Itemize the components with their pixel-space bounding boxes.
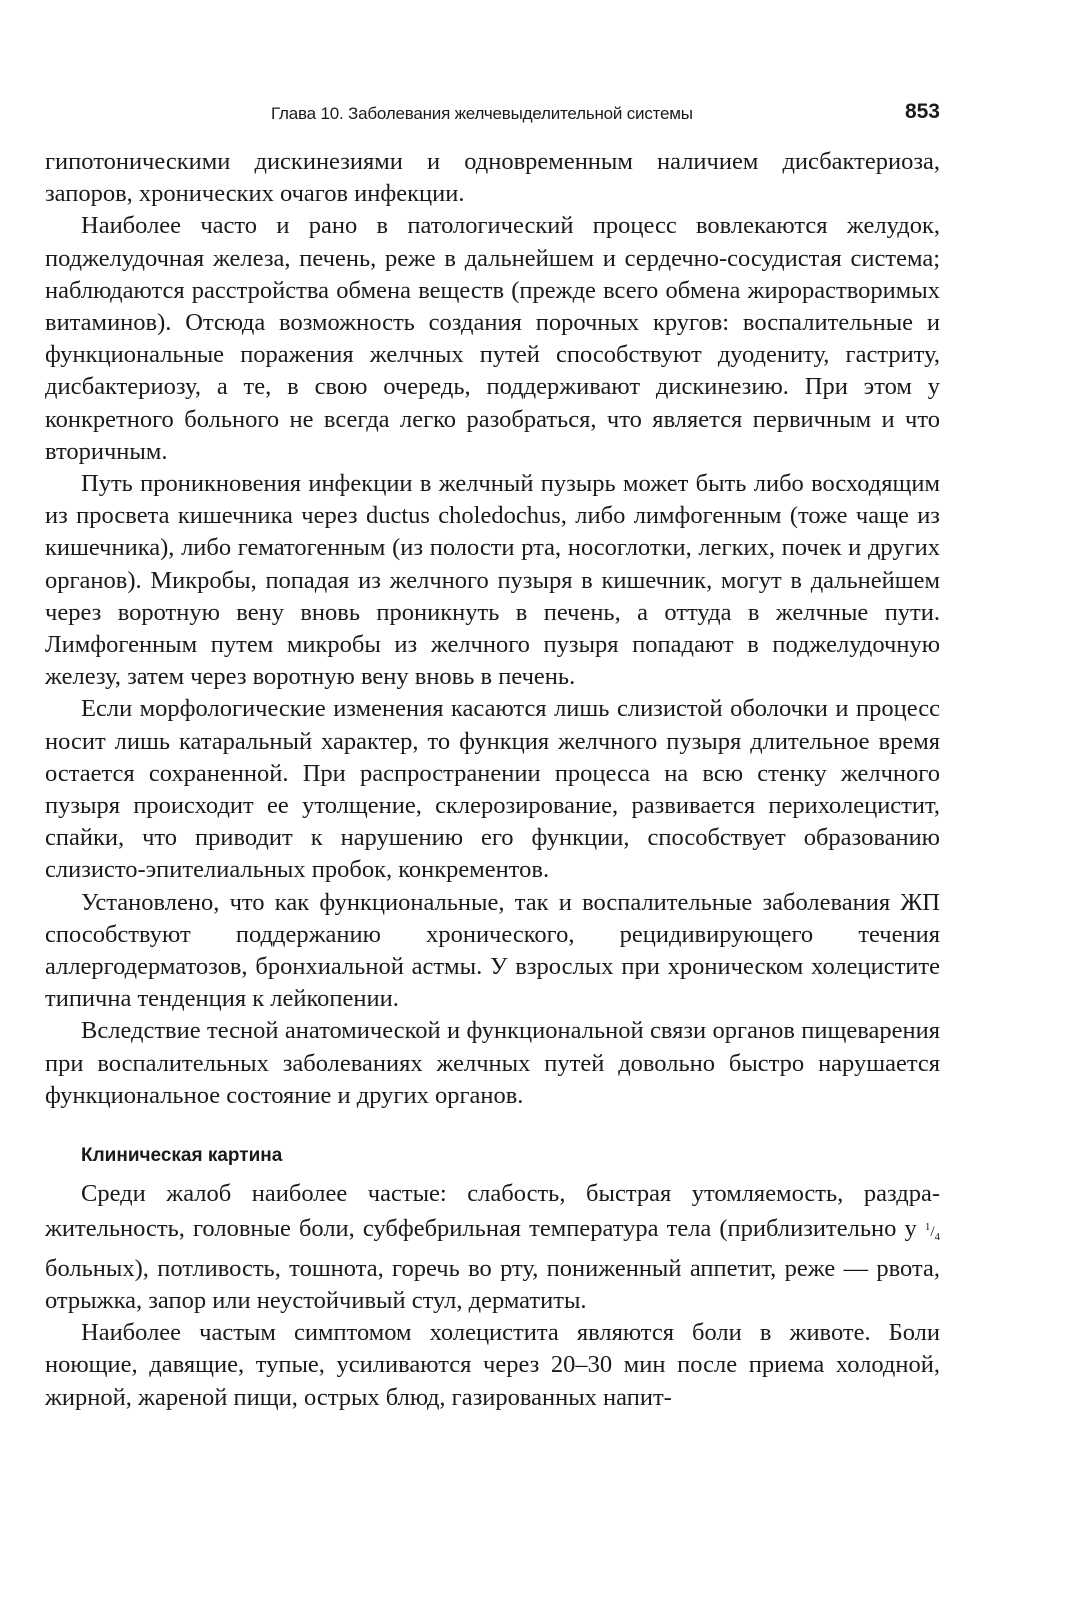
paragraph: Путь проникновения инфекции в желчный пузырь может быть либо восходящим из просвета кишечника через ductus choledochus, либо лимфогенным (тоже чаще из кишечника), либо гематогенным (из полости рта, носоглотки, легких, почек и других органов). Микробы, попадая из желчного пузыря в кишечник, могут в дальнейшем через воротную вену вновь проникнуть в печень, а оттуда в желчные пути. Лимфогенным путем микробы из желчного пузыря попадают в поджелудочную железу, затем через воротную вену вновь в печень. xyxy=(45,470,940,691)
running-header xyxy=(45,92,940,132)
paragraph-text: больных), потливость, тошнота, горечь во рту, пониженный аппетит, реже — рвота, отрыжка, запор или неустойчивый стул, дерматиты. xyxy=(45,1254,940,1314)
paragraph: гипотоническими дискинезиями и одновременным наличием дисбактериоза, запоров, хронических очагов инфекции. xyxy=(45,148,940,208)
fraction-numerator: 1 xyxy=(924,1220,931,1233)
paragraph-text: Среди жалоб наиболее частые: слабость, быстрая утомляемость, раздражительность, головные боли, субфебрильная температура тела (приблизительно у xyxy=(45,1180,940,1242)
fraction-one-quarter: $^1/_4$ xyxy=(924,1220,940,1243)
chapter-title: Глава 10. Заболевания желчевыделительной системы xyxy=(271,104,693,123)
page-number: 853 xyxy=(904,100,940,123)
paragraph: Вследствие тесной анатомической и функциональной связи органов пищеварения при воспалительных заболеваниях желчных путей довольно быстро нарушается функциональное состояние и других органов. xyxy=(45,1017,940,1109)
main-text xyxy=(45,146,940,1414)
paragraph xyxy=(45,1178,940,1317)
paragraph: Установлено, что как функциональные, так и воспалительные заболевания ЖП способствуют поддержанию хронического, рецидивирующего течения аллергодерматозов, бронхиальной астмы. У взрослых при хроническом холецистите типична тенденция к лейкопении. xyxy=(45,888,940,1013)
paragraph: Наиболее часто и рано в патологический процесс вовлекаются желудок, поджелудочная железа, печень, реже в дальнейшем и сердечно-сосудистая система; наблюдаются расстройства обмена веществ (прежде всего обмена жирорастворимых витаминов). Отсюда возможность создания порочных кругов: воспалительные и функциональные поражения желчных путей способствуют дуодениту, гастриту, дисбактериозу, а те, в свою очередь, поддерживают дискинезию. При этом у конкретного больного не всегда легко разобраться, что является первичным и что вторичным. xyxy=(45,212,940,465)
section-heading: Клиническая картина xyxy=(81,1145,283,1167)
paragraph: Если морфологические изменения касаются лишь слизистой оболочки и процесс носит лишь катаральный характер, то функция желчного пузыря длительное время остается сохраненной. При распространении процесса на всю стенку желчного пузыря происходит ее утолщение, склерозирование, развивается перихолецистит, спайки, что приводит к нарушению его функции, способствует образованию слизисто-эпителиальных пробок, конкрементов. xyxy=(45,695,940,884)
book-page xyxy=(45,92,940,1414)
paragraph: Наиболее частым симптомом холецистита являются боли в животе. Боли ноющие, давящие, тупые, усиливаются через 20–30 мин после приема холодной, жирной, жареной пищи, острых блюд, газированных напит- xyxy=(45,1319,940,1411)
fraction-denominator: 4 xyxy=(934,1230,940,1243)
